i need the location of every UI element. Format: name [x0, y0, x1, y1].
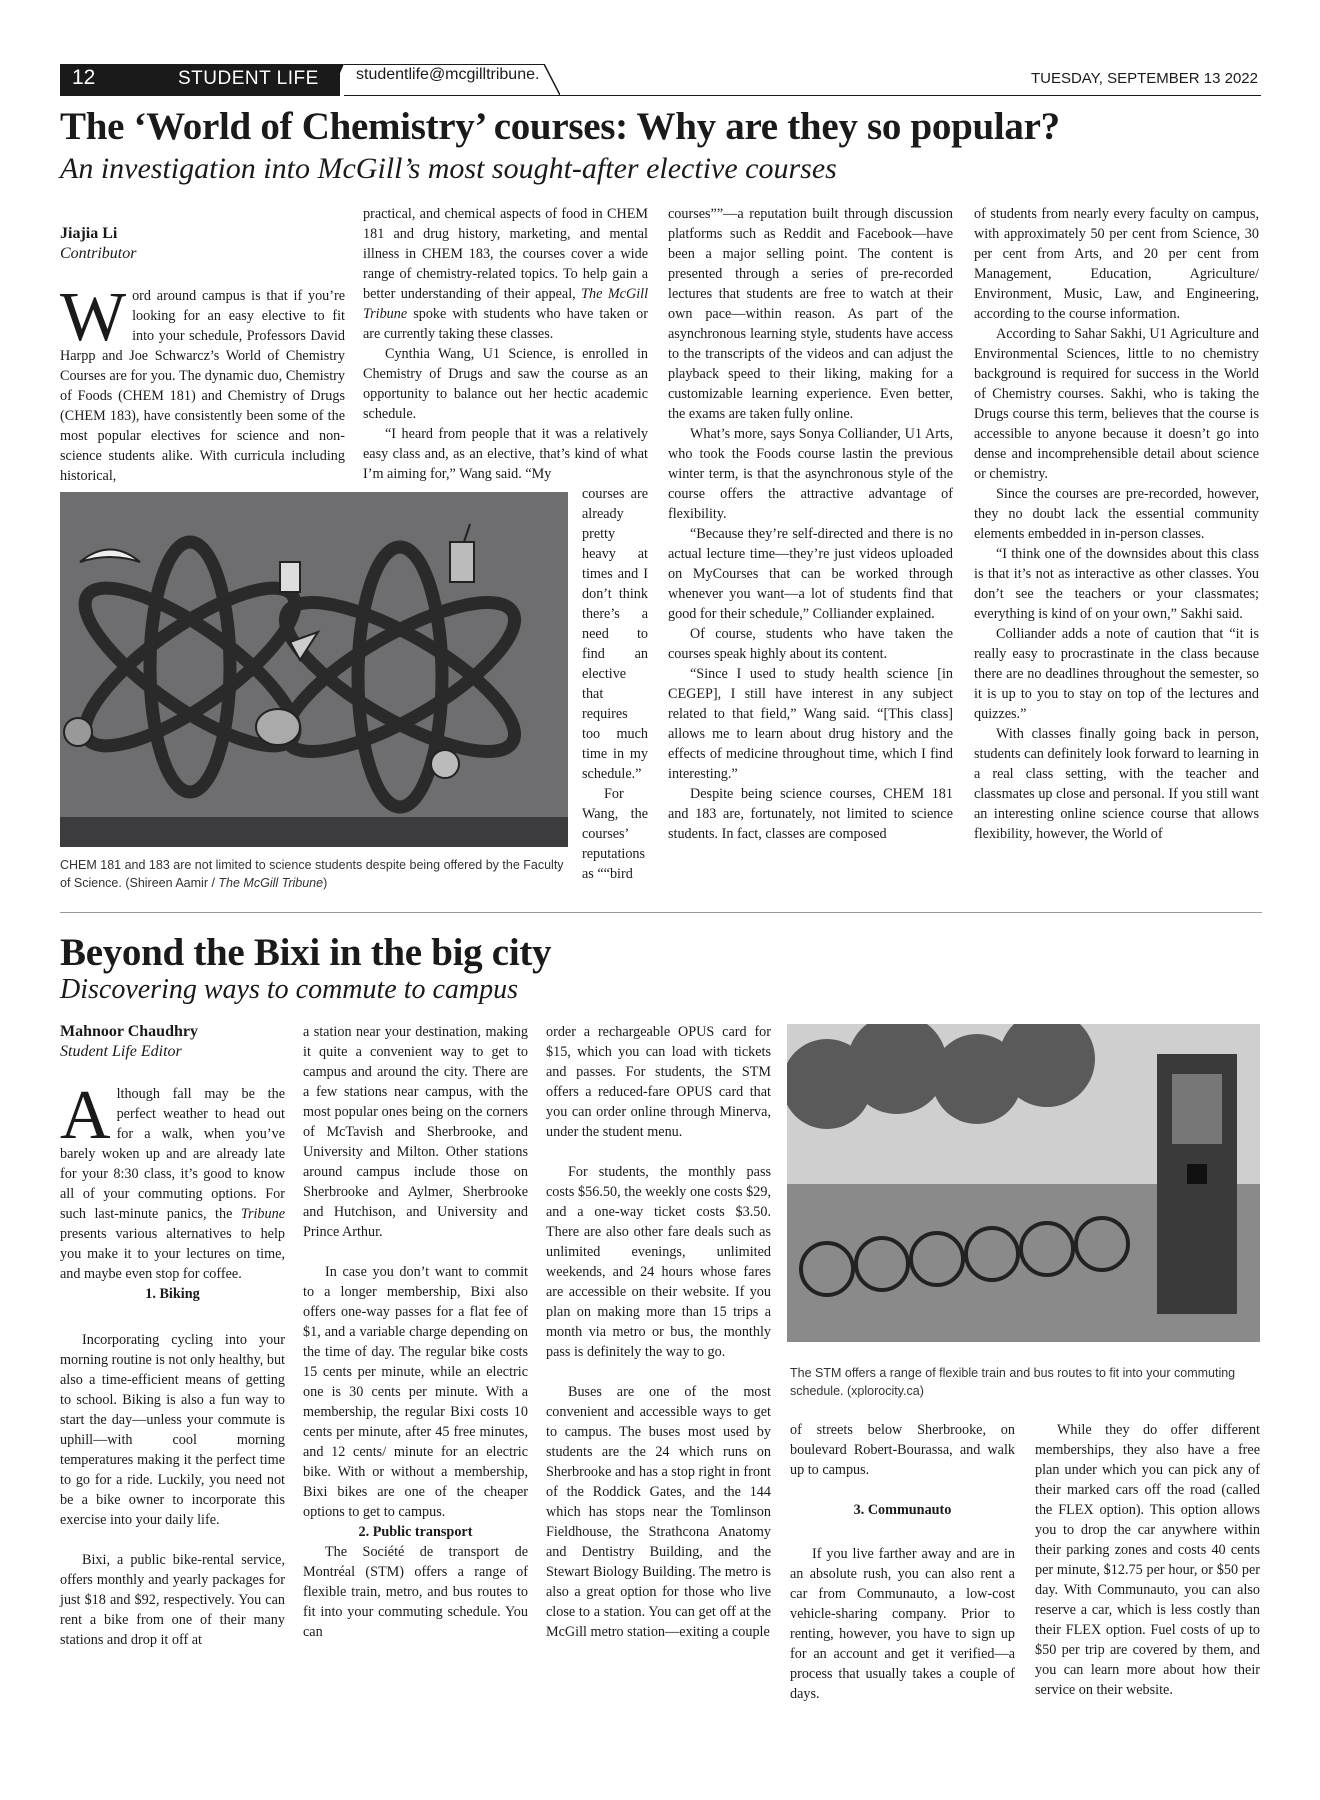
article2-author-role: Student Life Editor — [60, 1043, 182, 1060]
header-rule — [344, 95, 1261, 96]
article-divider — [60, 912, 1262, 913]
article1-lede: Word around campus is that if you’re looking for an easy elective to fit into your schedule, Professors David Harpp and Joe Schwarcz’s World of Chemistry Courses are for you. The dynamic duo, Chemistry of Foods (CHEM 181) and Chemistry of Drugs (CHEM 183), have consistently been some of the most popular electives for science and non-science students alike. With curricula including historical, — [60, 279, 345, 484]
subhead-communauto: 3. Communauto — [853, 1502, 952, 1518]
section-email[interactable]: studentlife@mcgilltribune. — [356, 66, 540, 83]
section-header-bar — [60, 64, 340, 96]
article1-column-3: courses””—a reputation built through discussion platforms such as Reddit and Facebook—have been a major selling point. The content is presented through a series of pre-recorded lectures that students are free to watch at their own pace—within reason. As part of the asynchronous learning style, students have access to the transcripts of the videos and can adjust the playback speed to their liking, making for a customizable learning experience. Even better, the exams are taken fully online. What’s more, says Sonya Colliander, U1 Arts, who took the Foods course lastin the previous winter term, is that the asynchronous style of the course offers the attractive advantage of flexibility. “Because they’re self-directed and there is no actual lecture time—they’re just videos uploaded on MyCourses that can be worked through whenever you want—a lot of students find that good for their schedule,” Colliander explained. Of course, students who have taken the courses speak highly about its content. “Since I used to study health science [in CEGEP], I still have interest in any subject related to that field,” Wang said. “[This class] allows me to learn about drug history and the effects of medicine throughout time, which I find interesting.” Despite being science courses, CHEM 181 and 183 are, fortunately, not limited to science students. In fact, classes are composed — [668, 206, 953, 842]
article2-headline: Beyond the Bixi in the big city — [60, 931, 552, 974]
issue-date: TUESDAY, SEPTEMBER 13 2022 — [1030, 70, 1258, 87]
chemistry-atoms-illustration — [60, 492, 568, 847]
article2-column-5: While they do offer different memberships, they also have a free plan under which you can pick any of their marked cars off the road (called the FLEX option). This option allows you to drop the car anywhere within their parking zones and costs 40 cents per minute, $12.75 per hour, or $50 per day. With Communauto, you can also reserve a car, which is less costly than their FLEX option. Fuel costs of up to $50 per trip are covered by them, and you can learn more about how their service on their website. — [1035, 1422, 1260, 1698]
header-tab-edge — [330, 64, 344, 96]
article2-column-4: of streets below Sherbrooke, on boulevard Robert-Bourassa, and walk up to campus. 3. Communauto If you live farther away and are in an absolute rush, you can also rent a car from Communauto, a low-cost vehicle-sharing company. Prior to renting, however, you have to sign up for an account and get it verified—a process that usually takes a couple of days. — [790, 1422, 1015, 1702]
article2-column-2: a station near your destination, making it quite a convenient way to get to campus and around the city. There are a few stations near campus, with the most popular ones being on the corners of McTavish and Sherbrooke, and University and Milton. Other stations around campus include those on Sherbrooke and Aylmer, Sherbrooke and Hutchison, and University and Prince Arthur. In case you don’t want to commit to a longer membership, Bixi also offers one-way passes for a flat fee of $1, and a variable charge depending on the time of day. The regular bike costs 15 cents per minute, while an electric one is 30 cents per minute. With a membership, the regular Bixi costs 10 cents per minute, after 45 free minutes, and 12 cents/ minute for an electric bike. With or without a membership, Bixi bikes are one of the cheaper options to get to campus. 2. Public transport The Société de transport de Montréal (STM) offers a range of flexible train, metro, and bus routes to fit into your commuting schedule. You can — [303, 1024, 528, 1640]
drop-cap: A — [60, 1077, 111, 1154]
subhead-public-transport: 2. Public transport — [358, 1524, 473, 1540]
article1-narrow-column: courses are already pretty heavy at times and I don’t think there’s a need to find an elective that requires too much time in my schedule.” For Wang, the courses’ reputations as ““bird — [582, 486, 648, 882]
article1-photo-caption: CHEM 181 and 183 are not limited to science students despite being offered by the Faculty of Science. (Shireen Aamir / The McGill Tribune) — [60, 858, 564, 890]
article1-author-role: Contributor — [60, 245, 137, 262]
drop-cap: W — [60, 279, 127, 356]
section-name: STUDENT LIFE — [178, 68, 319, 89]
subhead-biking: 1. Biking — [145, 1286, 200, 1302]
article1-column-4: of students from nearly every faculty on campus, with approximately 50 per cent from Science, 30 per cent from Arts, and 20 per cent from Management, Education, Agriculture/ Environment, Music, Law, and Engineering, according to the course information. According to Sahar Sakhi, U1 Agriculture and Environmental Sciences, little to no chemistry background is required for success in the World of Chemistry courses. Sakhi, who is taking the Drugs course this term, believes that the course is accessible to anyone because it doesn’t go into dense and incomprehensible detail about science or chemistry. Since the courses are pre-recorded, however, they no doubt lack the essential community elements embedded in in-person classes. “I think one of the downsides about this class is that it’s not as interactive as other classes. You don’t see the teachers or your classmates; everything is kind of on your own,” Sakhi said. Colliander adds a note of caution that “it is really easy to procrastinate in the class because there are no deadlines throughout the semester, so it is up to you to stay on top of the lectures and quizzes.” With classes finally going back in person, students can definitely look forward to learning in a real class setting, with the teacher and classmates up close and personal. If you still want an interesting online science course that allows flexibility, however, the World of — [974, 206, 1259, 842]
article1-column-2: practical, and chemical aspects of food in CHEM 181 and drug history, marketing, and mental illness in CHEM 183, the courses cover a wide range of chemistry-related topics. To help gain a better understanding of their appeal, The McGill Tribune spoke with students who have taken or are currently taking these classes. Cynthia Wang, U1 Science, is enrolled in Chemistry of Drugs and saw the course as an opportunity to balance out her hectic academic schedule. “I heard from people that it was a relatively easy class and, as an elective, that’s kind of what I’m aiming for,” Wang said. “My — [363, 206, 649, 482]
article2-column-3: order a rechargeable OPUS card for $15, which you can load with tickets and passes. For students, the STM offers a reduced-fare OPUS card that you can order online through Minerva, under the student menu. For students, the monthly pass costs $56.50, the weekly one costs $29, and a one-way ticket costs $3.50. There are also other fare deals such as unlimited evenings, unlimited weekends, and 24 hours whose fares are accessible on their website. If you plan on making more than 15 trips a month via metro or bus, the monthly pass is definitely the way to go. Buses are one of the most convenient and accessible ways to get to campus. The buses most used by students are the 24 which runs on Sherbrooke and has a stop right in front of the Roddick Gates, and the 144 which has stops near the Tomlinson Fieldhouse, the Strathcona Anatomy and Dentistry Building, and the Stewart Biology Building. The metro is also a great option for those who live close to a station. You can get off at the McGill metro station—exiting a couple — [546, 1024, 771, 1640]
article1-author: Jiajia Li — [60, 225, 118, 242]
article2-author: Mahnoor Chaudhry — [60, 1023, 198, 1040]
article2-photo-caption: The STM offers a range of flexible train and bus routes to fit into your commuting schedule. (xplorocity.ca) — [790, 1366, 1236, 1398]
bixi-station-photo — [787, 1024, 1260, 1342]
article1-deck: An investigation into McGill’s most sought-after elective courses — [60, 152, 837, 185]
page-number: 12 — [72, 66, 96, 89]
article2-deck: Discovering ways to commute to campus — [60, 974, 519, 1005]
article1-headline: The ‘World of Chemistry’ courses: Why are they so popular? — [60, 105, 1060, 148]
article2-column-1: Mahnoor Chaudhry Student Life Editor Although fall may be the perfect weather to head out for a walk, when you’ve barely woken up and are already late for your 8:30 class, it’s good to know all of your commuting options. For such last-minute panics, the Tribune presents various alternatives to help you make it to your lectures on time, and maybe even stop for coffee. 1. Biking Incorporating cycling into your morning routine is not only healthy, but also a time-efficient means of getting to school. Biking is also a fun way to start the day—unless your commute is uphill—with cool morning temperatures making it the perfect time to go for a ride. Luckily, you need not be a bike owner to incorporate this exercise into your daily life. Bixi, a public bike-rental service, offers monthly and yearly packages for just $18 and $92, respectively. You can rent a bike from one of their many stations and drop it off at — [60, 1023, 285, 1648]
header-tab-top — [344, 64, 544, 65]
article1-column-1 — [60, 204, 345, 486]
